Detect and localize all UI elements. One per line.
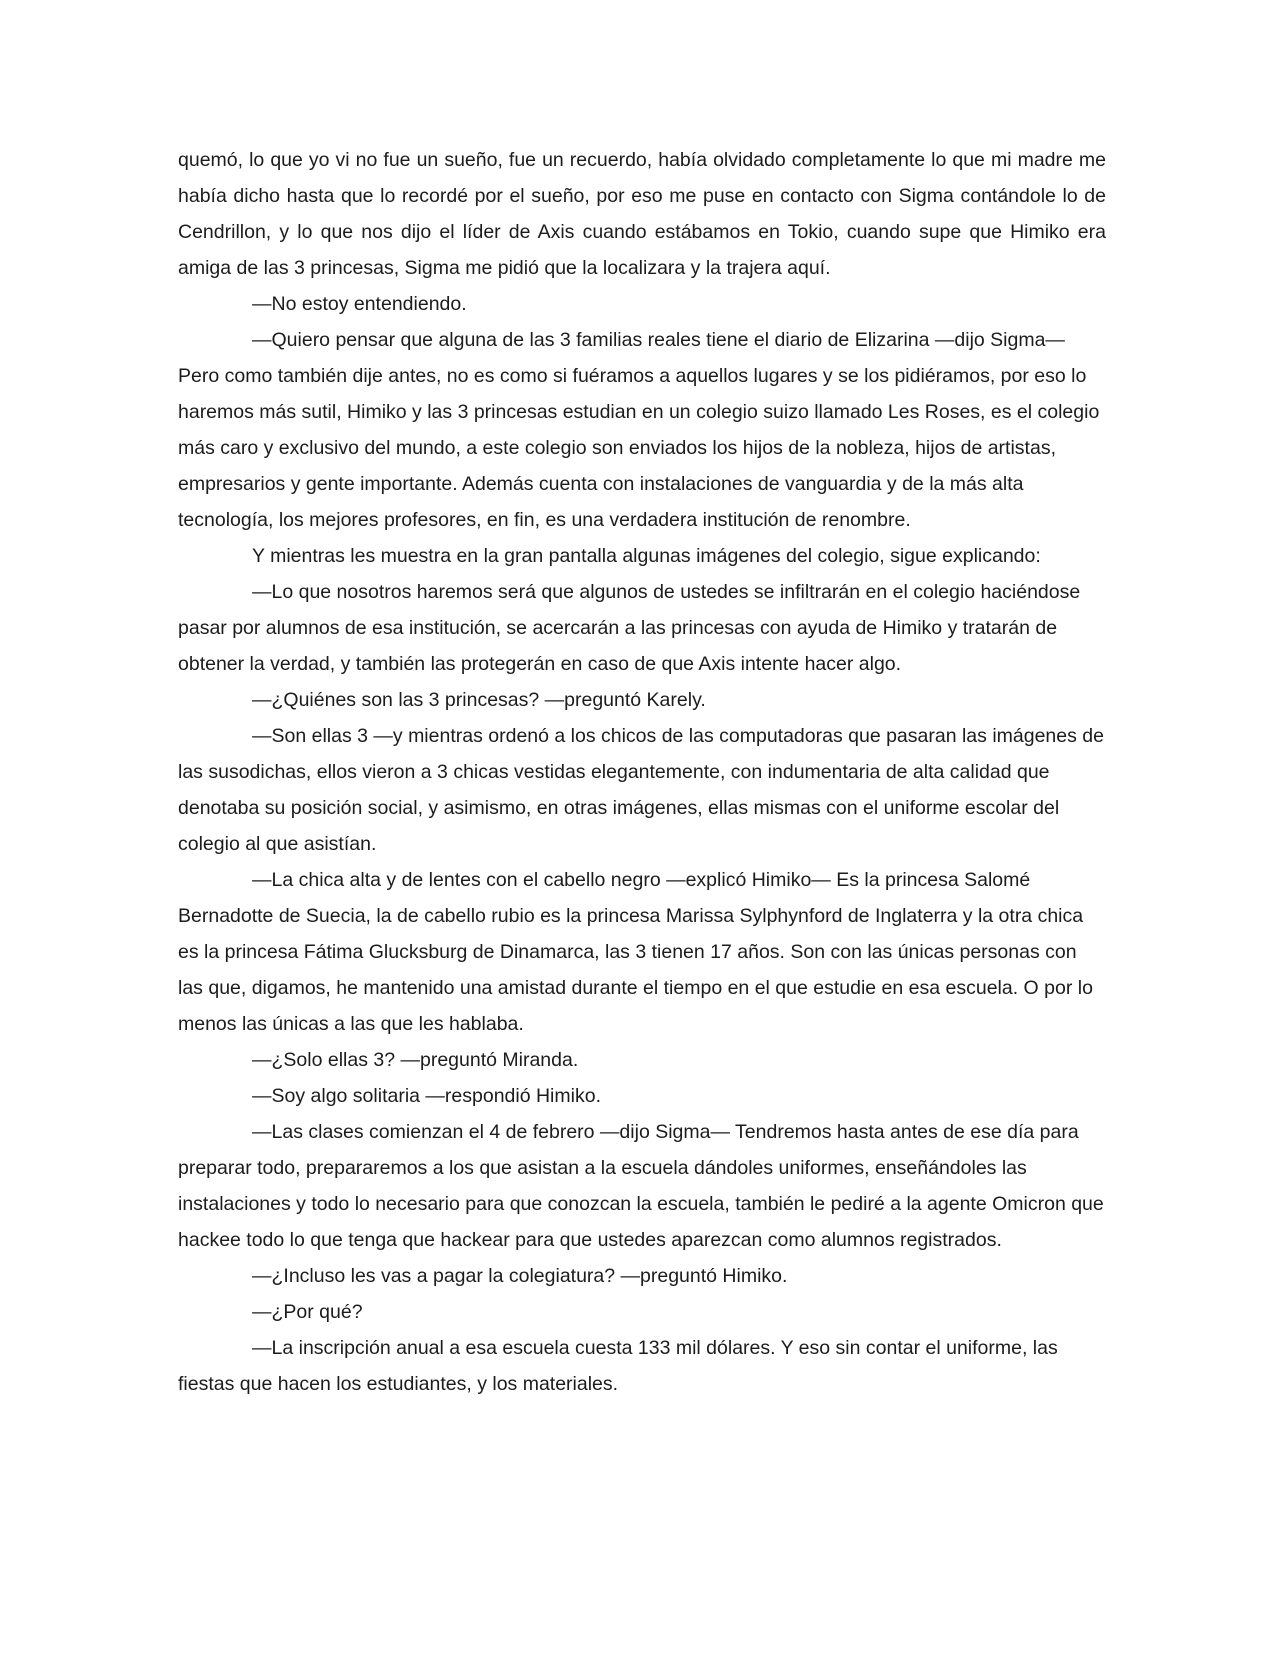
paragraph: —La inscripción anual a esa escuela cuesta 133 mil dólares. Y eso sin contar el uniforme, las fiestas que hacen los estudiantes, y los materiales. xyxy=(178,1337,1058,1395)
paragraph: —Quiero pensar que alguna de las 3 familias reales tiene el diario de Elizarina —dijo Sigma— Pero como también dije antes, no es como si fuéramos a aquellos lugares y se los pidiéramos, por eso lo haremos más sutil, Himiko y las 3 princesas estudian en un colegio suizo llamado Les Roses, es el colegio más caro y exclusivo del mundo, a este colegio son enviados los hijos de la nobleza, hijos de artistas, empresarios y gente importante. Además cuenta con instalaciones de vanguardia y de la más alta tecnología, los mejores profesores, en fin, es una verdadera institución de renombre. xyxy=(178,329,1100,531)
paragraph: —Lo que nosotros haremos será que algunos de ustedes se infiltrarán en el colegio haciéndose pasar por alumnos de esa institución, se acercarán a las princesas con ayuda de Himiko y tratarán de obtener la verdad, y también las protegerán en caso de que Axis intente hacer algo. xyxy=(178,581,1081,675)
paragraph: —La chica alta y de lentes con el cabello negro —explicó Himiko— Es la princesa Salomé Bernadotte de Suecia, la de cabello rubio es la princesa Marissa Sylphynford de Inglaterra y la otra chica es la princesa Fátima Glucksburg de Dinamarca, las 3 tienen 17 años. Son con las únicas personas con las que, digamos, he mantenido una amistad durante el tiempo en el que estudie en esa escuela. O por lo menos las únicas a las que les hablaba. xyxy=(178,869,1093,1035)
paragraph: —¿Solo ellas 3? —preguntó Miranda. xyxy=(252,1049,579,1071)
paragraph: —Las clases comienzan el 4 de febrero —dijo Sigma— Tendremos hasta antes de ese día para preparar todo, prepararemos a los que asistan a la escuela dándoles uniformes, enseñándoles las instalaciones y todo lo necesario para que conozcan la escuela, también le pediré a la agente Omicron que hackee todo lo que tenga que hackear para que ustedes aparezcan como alumnos registrados. xyxy=(178,1121,1104,1251)
text-body xyxy=(178,142,1106,1402)
paragraph: —¿Quiénes son las 3 princesas? —preguntó Karely. xyxy=(252,689,706,711)
paragraph: —No estoy entendiendo. xyxy=(252,293,467,315)
paragraph: —¿Por qué? xyxy=(252,1301,363,1323)
paragraph: —¿Incluso les vas a pagar la colegiatura? —preguntó Himiko. xyxy=(252,1265,788,1287)
paragraph: —Soy algo solitaria —respondió Himiko. xyxy=(252,1085,601,1107)
paragraph: —Son ellas 3 —y mientras ordenó a los chicos de las computadoras que pasaran las imágenes de las susodichas, ellos vieron a 3 chicas vestidas elegantemente, con indumentaria de alta calidad que denotaba su posición social, y asimismo, en otras imágenes, ellas mismas con el uniforme escolar del colegio al que asistían. xyxy=(178,725,1104,855)
paragraph: Y mientras les muestra en la gran pantalla algunas imágenes del colegio, sigue explicando: xyxy=(252,545,1041,567)
paragraph: quemó, lo que yo vi no fue un sueño, fue un recuerdo, había olvidado completamente lo que mi madre me había dicho hasta que lo recordé por el sueño, por eso me puse en contacto con Sigma contándole lo de Cendrillon, y lo que nos dijo el líder de Axis cuando estábamos en Tokio, cuando supe que Himiko era amiga de las 3 princesas, Sigma me pidió que la localizara y la trajera aquí. xyxy=(178,149,1106,279)
